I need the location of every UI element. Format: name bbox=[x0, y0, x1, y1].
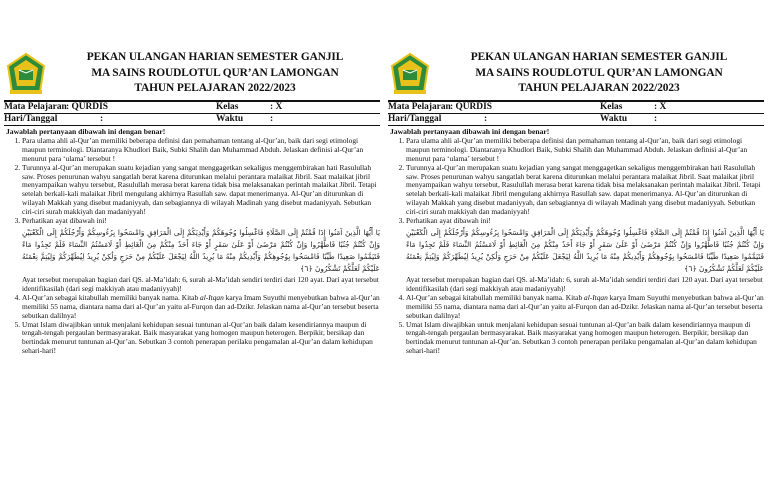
exam-sheet-right bbox=[388, 50, 764, 450]
book-title: al-Itqan bbox=[200, 292, 224, 302]
meta-row-day bbox=[388, 114, 764, 126]
title-line-1: PEKAN ULANGAN HARIAN SEMESTER GANJIL bbox=[470, 51, 728, 63]
verse-note: Ayat tersebut merupakan bagian dari QS. al-Ma’idah: 6, surah al-Ma’idah sendiri terdiri dari 120 ayat. Dari ayat tersebut identifikasilah (dari segi makkiyah atau madaniyyah)! bbox=[22, 274, 379, 293]
time-label: Waktu bbox=[216, 114, 244, 124]
book-title: al-Itqan bbox=[584, 292, 608, 302]
exam-meta bbox=[388, 102, 764, 126]
question-list bbox=[388, 137, 764, 356]
exam-body bbox=[388, 128, 764, 356]
question-item bbox=[22, 321, 380, 357]
instruction-text: Jawablah pertanyaan dibawah ini dengan benar! bbox=[390, 127, 550, 136]
question-item bbox=[406, 217, 764, 294]
time-label: Waktu bbox=[600, 114, 628, 124]
exam-header bbox=[4, 50, 380, 100]
title-line-2: MA SAINS ROUDLOTUL QUR’AN LAMONGAN bbox=[475, 66, 723, 79]
time-value: : bbox=[270, 114, 274, 124]
class-value: : X bbox=[654, 102, 667, 112]
exam-title bbox=[50, 50, 380, 97]
day-value: : bbox=[484, 114, 488, 124]
class-label: Kelas bbox=[216, 102, 239, 112]
question-text: 3. Perhatikan ayat dibawah ini! bbox=[406, 216, 491, 226]
subject-value: : QURDIS bbox=[450, 102, 492, 112]
time-value: : bbox=[654, 114, 658, 124]
subject-value: : QURDIS bbox=[66, 102, 108, 112]
instruction-text: Jawablah pertanyaan dibawah ini dengan benar! bbox=[6, 127, 166, 136]
question-text: 5. Umat Islam diwajibkan untuk menjalani kehidupan sesuai tuntunan al-Qur’an baik dalam kesendiriannya maupun di tengah-tengah pergaulan bermasyarakat. Baik masyarakat yang homogen maupun heterogen. Berpikir, bersikap dan bertindak menurut tuntunan al-Qur’an. Sebutkan 3 contoh penerapan perilaku pengamalan al-Qur’an dalam kehidupan sehari-hari! bbox=[406, 319, 757, 356]
title-line-1: PEKAN ULANGAN HARIAN SEMESTER GANJIL bbox=[86, 51, 344, 63]
arabic-verse: يَا أَيُّهَا الَّذِينَ آمَنُوا إِذَا قُمْتُمْ إِلَى الصَّلَاةِ فَاغْسِلُوا وُجُوهَكُمْ وَأَيْدِيَكُمْ إِلَى الْمَرَافِقِ وَامْسَحُوا بِرُءُوسِكُمْ وَأَرْجُلَكُمْ إِلَى الْكَعْبَيْنِ وَإِنْ كُنْتُمْ جُنُبًا فَاطَّهَّرُوا وَإِنْ كُنْتُمْ مَرْضَىٰ أَوْ عَلَىٰ سَفَرٍ أَوْ جَاءَ أَحَدٌ مِنْكُمْ مِنَ الْغَائِطِ أَوْ لَامَسْتُمُ النِّسَاءَ فَلَمْ تَجِدُوا مَاءً فَتَيَمَّمُوا صَعِيدًا طَيِّبًا فَامْسَحُوا بِوُجُوهِكُمْ وَأَيْدِيكُمْ مِنْهُ مَا يُرِيدُ اللَّهُ لِيَجْعَلَ عَلَيْكُمْ مِنْ حَرَجٍ وَلَٰكِنْ يُرِيدُ لِيُطَهِّرَكُمْ وَلِيُتِمَّ نِعْمَتَهُ عَلَيْكُمْ لَعَلَّكُمْ تَشْكُرُونَ ﴿٦﴾ bbox=[22, 227, 380, 273]
question-text: 1. Para ulama ahli al-Qur’an memiliki beberapa definisi dan pemahaman tentang al-Qur’an, baik dari segi etimologi maupun terminologi. Diantaranya Khudlori Baik, Subki Shalih dan Muhammad Abduh. Jelaskan definisi al-Qur’an menurut para ‘ulama’ tersebut ! bbox=[406, 135, 748, 163]
question-text: 3. Perhatikan ayat dibawah ini! bbox=[22, 216, 107, 226]
question-text: 2. Turunnya al-Qur’an merupakan suatu kejadian yang sangat menggagetkan sekaligus menggembirakan hati Rasulullah saw. Proses penurunan wahyu sangatlah berat karena diturunkan melalui perantara malaikat Jibril. Saat malaikat jibril menyampaikan wahyu tersebut, Rasulullah merasa berat karena tidak bisa melaksanakan perintah malaikat Jibril. Tetapi setelah berkali-kali malaikat Jibril mengulang akhirnya Rasullah saw. dapat menerimanya. Al-Qur’an diturunkan di wilayah Makkah yang disebut madaniyyah, dan sebagiannya di wilayah Madinah yang disebut madaniyyah. Sebutkan ciri-ciri surah makkiyah dan madaniyyah! bbox=[406, 162, 761, 217]
title-line-3: TAHUN PELAJARAN 2022/2023 bbox=[518, 82, 680, 94]
question-text: 5. Umat Islam diwajibkan untuk menjalani kehidupan sesuai tuntunan al-Qur’an baik dalam kesendiriannya maupun di tengah-tengah pergaulan bermasyarakat. Baik masyarakat yang homogen maupun heterogen. Berpikir, bersikap dan bertindak menurut tuntunan al-Qur’an. Sebutkan 3 contoh penerapan perilaku pengamalan al-Qur’an dalam kehidupan sehari-hari! bbox=[22, 319, 373, 356]
class-label: Kelas bbox=[600, 102, 623, 112]
day-label: Hari/Tanggal bbox=[4, 114, 58, 124]
title-line-3: TAHUN PELAJARAN 2022/2023 bbox=[134, 82, 296, 94]
meta-row-subject bbox=[388, 102, 764, 114]
school-logo-icon bbox=[6, 52, 46, 96]
subject-label: Mata Pelajaran bbox=[388, 102, 451, 112]
exam-header bbox=[388, 50, 764, 100]
question-item bbox=[406, 164, 764, 217]
question-item bbox=[22, 137, 380, 164]
exam-title bbox=[434, 50, 764, 97]
meta-row-subject bbox=[4, 102, 380, 114]
day-value: : bbox=[100, 114, 104, 124]
verse-note: Ayat tersebut merupakan bagian dari QS. al-Ma’idah: 6, surah al-Ma’idah sendiri terdiri dari 120 ayat. Dari ayat tersebut identifikasilah (dari segi makkiyah atau madaniyyah)! bbox=[406, 274, 763, 293]
meta-row-day bbox=[4, 114, 380, 126]
question-text: 1. Para ulama ahli al-Qur’an memiliki beberapa definisi dan pemahaman tentang al-Qur’an, baik dari segi etimologi maupun terminologi. Diantaranya Khudlori Baik, Subki Shalih dan Muhammad Abduh. Jelaskan definisi al-Qur’an menurut para ‘ulama’ tersebut ! bbox=[22, 135, 364, 163]
question-list bbox=[4, 137, 380, 356]
question-item bbox=[406, 137, 764, 164]
class-value: : X bbox=[270, 102, 283, 112]
school-logo-icon bbox=[390, 52, 430, 96]
arabic-verse: يَا أَيُّهَا الَّذِينَ آمَنُوا إِذَا قُمْتُمْ إِلَى الصَّلَاةِ فَاغْسِلُوا وُجُوهَكُمْ وَأَيْدِيَكُمْ إِلَى الْمَرَافِقِ وَامْسَحُوا بِرُءُوسِكُمْ وَأَرْجُلَكُمْ إِلَى الْكَعْبَيْنِ وَإِنْ كُنْتُمْ جُنُبًا فَاطَّهَّرُوا وَإِنْ كُنْتُمْ مَرْضَىٰ أَوْ عَلَىٰ سَفَرٍ أَوْ جَاءَ أَحَدٌ مِنْكُمْ مِنَ الْغَائِطِ أَوْ لَامَسْتُمُ النِّسَاءَ فَلَمْ تَجِدُوا مَاءً فَتَيَمَّمُوا صَعِيدًا طَيِّبًا فَامْسَحُوا بِوُجُوهِكُمْ وَأَيْدِيكُمْ مِنْهُ مَا يُرِيدُ اللَّهُ لِيَجْعَلَ عَلَيْكُمْ مِنْ حَرَجٍ وَلَٰكِنْ يُرِيدُ لِيُطَهِّرَكُمْ وَلِيُتِمَّ نِعْمَتَهُ عَلَيْكُمْ لَعَلَّكُمْ تَشْكُرُونَ ﴿٦﴾ bbox=[406, 227, 764, 273]
day-label: Hari/Tanggal bbox=[388, 114, 442, 124]
title-line-2: MA SAINS ROUDLOTUL QUR’AN LAMONGAN bbox=[91, 66, 339, 79]
exam-sheet-left bbox=[4, 50, 380, 450]
question-text: 4. Al-Qur’an sebagai kitabullah memiliki banyak nama. Kitab al-Itqan karya Imam Suyuthi menyebutkan bahwa al-Qur’an memiliki 55 nama, diantara nama dari al-Qur’an yaitu al-Furqon dan ad-Dzikr. Jelaskan nama al-Qur’an tersebut beserta sebutkan dalilnya! bbox=[22, 292, 380, 320]
exam-body bbox=[4, 128, 380, 356]
subject-label: Mata Pelajaran bbox=[4, 102, 67, 112]
question-item bbox=[22, 294, 380, 321]
question-item bbox=[406, 294, 764, 321]
question-text: 2. Turunnya al-Qur’an merupakan suatu kejadian yang sangat menggagetkan sekaligus menggembirakan hati Rasulullah saw. Proses penurunan wahyu sangatlah berat karena diturunkan melalui perantara malaikat Jibril. Saat malaikat jibril menyampaikan wahyu tersebut, Rasulullah merasa berat karena tidak bisa melaksanakan perintah malaikat Jibril. Tetapi setelah berkali-kali malaikat Jibril mengulang akhirnya Rasullah saw. dapat menerimanya. Al-Qur’an diturunkan di wilayah Makkah yang disebut madaniyyah, dan sebagiannya di wilayah Madinah yang disebut madaniyyah. Sebutkan ciri-ciri surah makkiyah dan madaniyyah! bbox=[22, 162, 377, 217]
question-item bbox=[406, 321, 764, 357]
question-text: 4. Al-Qur’an sebagai kitabullah memiliki banyak nama. Kitab al-Itqan karya Imam Suyuthi menyebutkan bahwa al-Qur’an memiliki 55 nama, diantara nama dari al-Qur’an yaitu al-Furqon dan ad-Dzikr. Jelaskan nama al-Qur’an tersebut beserta sebutkan dalilnya! bbox=[406, 292, 764, 320]
exam-meta bbox=[4, 102, 380, 126]
question-item bbox=[22, 164, 380, 217]
question-item bbox=[22, 217, 380, 294]
